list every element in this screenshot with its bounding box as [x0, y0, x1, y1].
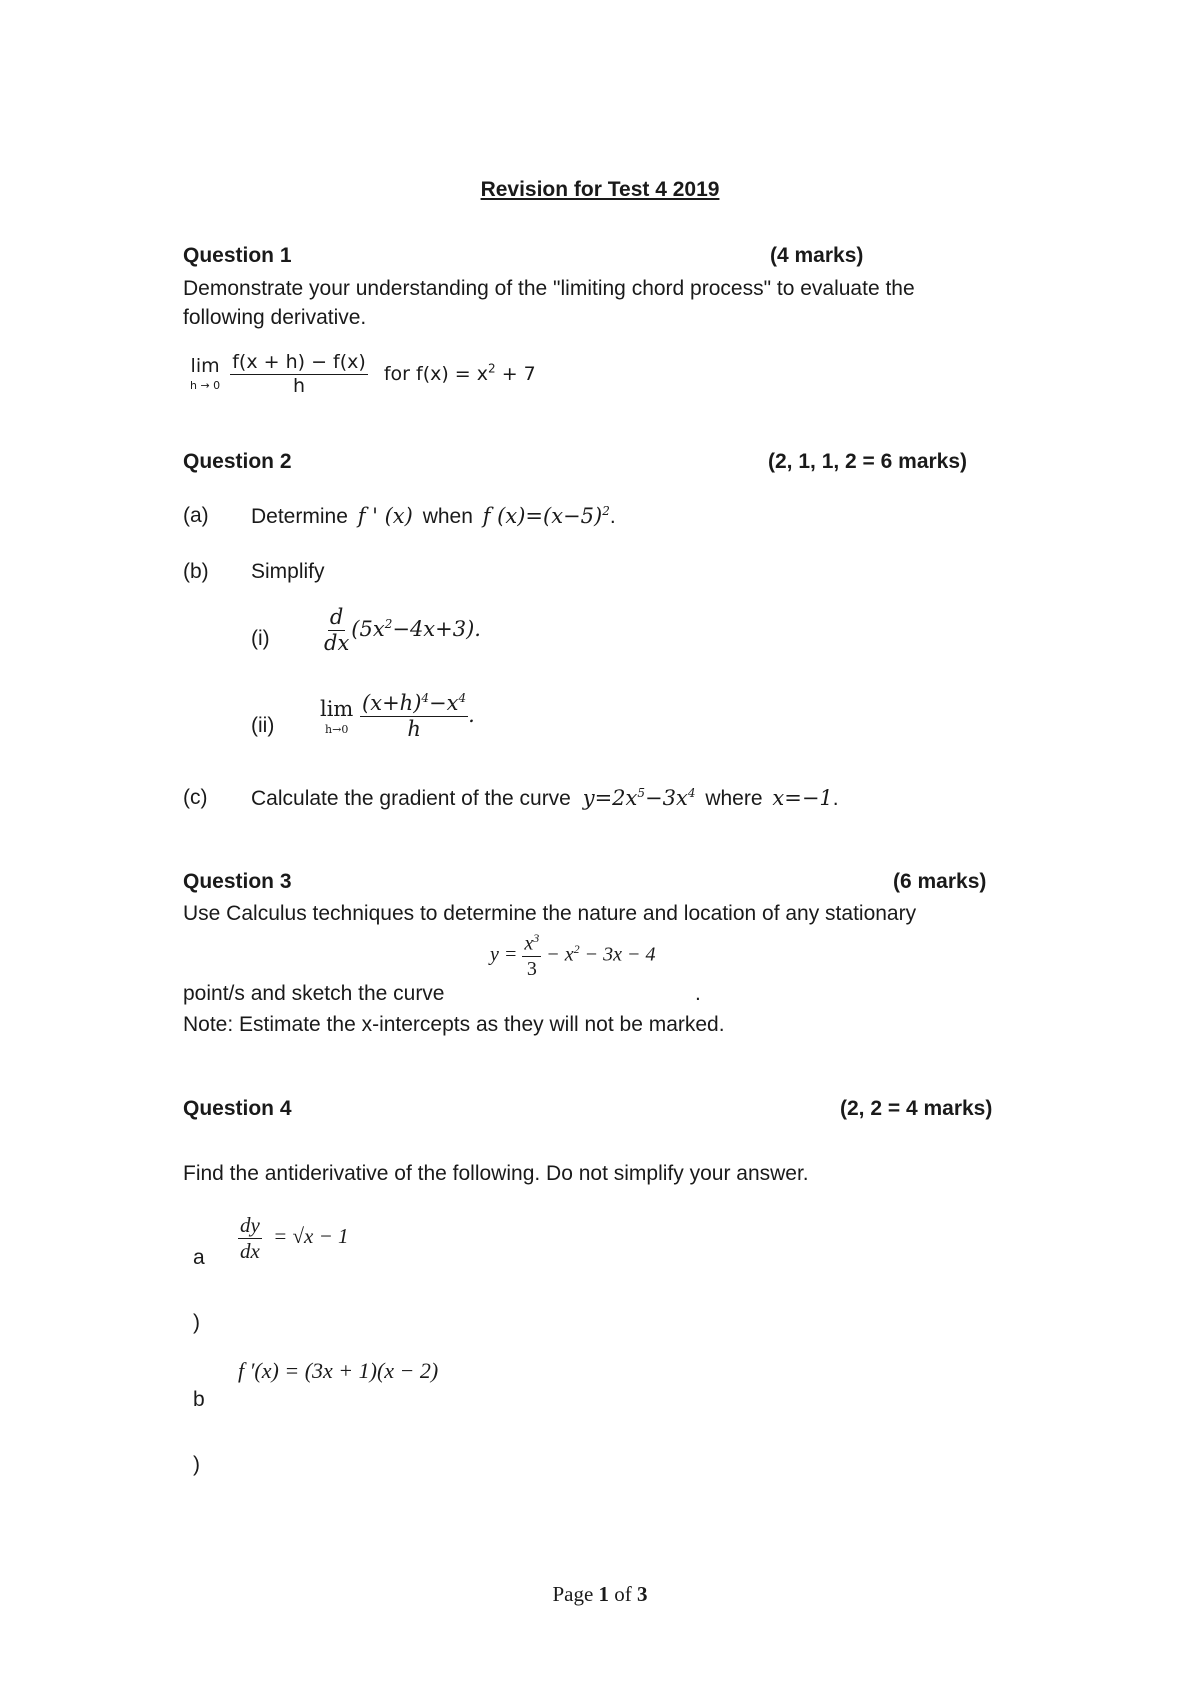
function-definition: for f(x) = x — [383, 362, 489, 385]
polynomial-start: (5x — [351, 617, 385, 642]
part-b-paren: ) — [193, 1453, 200, 1476]
question-3-curve-equation — [490, 932, 656, 980]
of-word: of — [614, 1582, 632, 1606]
where-word: where — [705, 787, 763, 810]
part-a-paren: ) — [193, 1311, 200, 1334]
limit-operator — [190, 357, 220, 391]
constant-term: + 7 — [501, 362, 536, 385]
part-a-text: Determine — [251, 505, 348, 528]
fraction-denominator: h — [407, 717, 421, 742]
derivative-notation: f ' (x) — [357, 504, 413, 528]
right-hand-side: = √x − 1 — [273, 1224, 349, 1249]
question-3-marks: (6 marks) — [893, 870, 987, 893]
expression-part: −3x — [645, 786, 688, 810]
page-word: Page — [552, 1582, 594, 1606]
part-b-letter: b — [193, 1388, 205, 1411]
question-2-heading: Question 2 — [183, 450, 292, 473]
numerator-part: −x — [429, 691, 459, 715]
part-b-i-label: (i) — [251, 627, 270, 650]
exponent: 4 — [687, 786, 696, 800]
exponent: 4 — [458, 691, 467, 705]
question-3-note: Note: Estimate the x-intercepts as they will not be marked. — [183, 1013, 725, 1036]
difference-quotient — [230, 352, 368, 397]
part-b-i-expression: $\frac{d}{dx}$ $(5x^2-4x+3)$. — [324, 605, 481, 656]
fraction-numerator — [522, 932, 541, 957]
part-c-label: (c) — [183, 786, 208, 809]
part-b-ii-label: (ii) — [251, 714, 275, 737]
numerator-part: (x+h) — [362, 691, 422, 715]
question-1-text-line-1: Demonstrate your understanding of the "limiting chord process" to evaluate the — [183, 277, 915, 300]
numerator-base: x — [524, 932, 534, 955]
question-3-heading: Question 3 — [183, 870, 292, 893]
polynomial-end: −4x+3) — [392, 617, 475, 642]
exponent: 5 — [637, 786, 646, 800]
exponent: 4 — [421, 691, 430, 705]
exponent: 2 — [488, 361, 496, 376]
equation-lhs: y = — [490, 943, 518, 966]
question-1-formula — [190, 352, 536, 397]
exponent: 2 — [602, 504, 610, 518]
fraction-denominator: dx — [240, 1239, 260, 1264]
fraction-numerator: dy — [238, 1214, 262, 1239]
part-b-label: (b) — [183, 560, 209, 583]
question-4-marks: (2, 2 = 4 marks) — [840, 1097, 993, 1120]
question-1-text-line-2: following derivative. — [183, 306, 367, 329]
limit-operator — [320, 696, 354, 736]
page-footer — [0, 1582, 1200, 1607]
equation-term: − x — [546, 943, 574, 966]
fraction-numerator: f(x + h) − f(x) — [232, 351, 366, 373]
question-4-intro: Find the antiderivative of the following. Do not simplify your answer. — [183, 1162, 809, 1185]
equation-term: − 3x − 4 — [584, 943, 656, 966]
question-3-line-2: point/s and sketch the curve — [183, 982, 445, 1005]
limit-word: lim — [320, 696, 354, 721]
part-a-letter: a — [193, 1246, 205, 1269]
part-a-equation — [238, 1214, 349, 1263]
page-total: 3 — [637, 1582, 648, 1606]
page-number: 1 — [598, 1582, 610, 1606]
expression-part: y=2x — [582, 786, 638, 810]
part-a-line: Determine f ' (x) when f $(x)=(x-5)^2$. — [251, 504, 616, 528]
question-2-marks: (2, 1, 1, 2 = 6 marks) — [768, 450, 968, 473]
part-b-equation: f ′(x) = (3x + 1)(x − 2) — [238, 1358, 439, 1383]
part-c-line: Calculate the gradient of the curve $y=2x^5-3x^4$ where x=−1. — [251, 786, 839, 810]
question-1-marks: (4 marks) — [770, 244, 864, 267]
x-cubed-over-3 — [522, 932, 541, 980]
fraction-denominator: 3 — [526, 957, 537, 980]
dy-dx-fraction — [238, 1214, 262, 1263]
limit-word: lim — [190, 355, 220, 378]
exponent: 2 — [573, 941, 580, 956]
exponent: 2 — [384, 617, 393, 632]
part-a-label: (a) — [183, 504, 209, 527]
fraction-numerator: d — [328, 606, 345, 631]
fraction-denominator: dx — [324, 631, 350, 656]
fraction-denominator: h — [292, 374, 306, 397]
document-title: Revision for Test 4 2019 — [480, 178, 720, 201]
limit-subscript: h→0 — [325, 722, 349, 736]
part-b-text: Simplify — [251, 560, 325, 583]
limit-subscript: h → 0 — [190, 379, 221, 393]
question-1-heading: Question 1 — [183, 244, 292, 267]
curve-expression — [583, 786, 696, 810]
exponent: 3 — [533, 931, 540, 945]
difference-quotient — [360, 692, 468, 741]
x-value: x=−1 — [772, 786, 833, 810]
trailing-period: . — [695, 982, 701, 1005]
question-3-line-1: Use Calculus techniques to determine the nature and location of any stationary — [183, 902, 917, 925]
part-b-ii-expression: lim h→0 $\frac{(x+h)^4-x^4}{h}$ . — [320, 691, 475, 742]
function-expression: f (x)=(x−5) — [482, 504, 603, 528]
question-4-heading: Question 4 — [183, 1097, 292, 1120]
fraction-numerator — [360, 692, 468, 717]
d-dx-operator — [322, 606, 351, 655]
when-word: when — [422, 505, 473, 528]
part-c-text: Calculate the gradient of the curve — [251, 787, 571, 810]
